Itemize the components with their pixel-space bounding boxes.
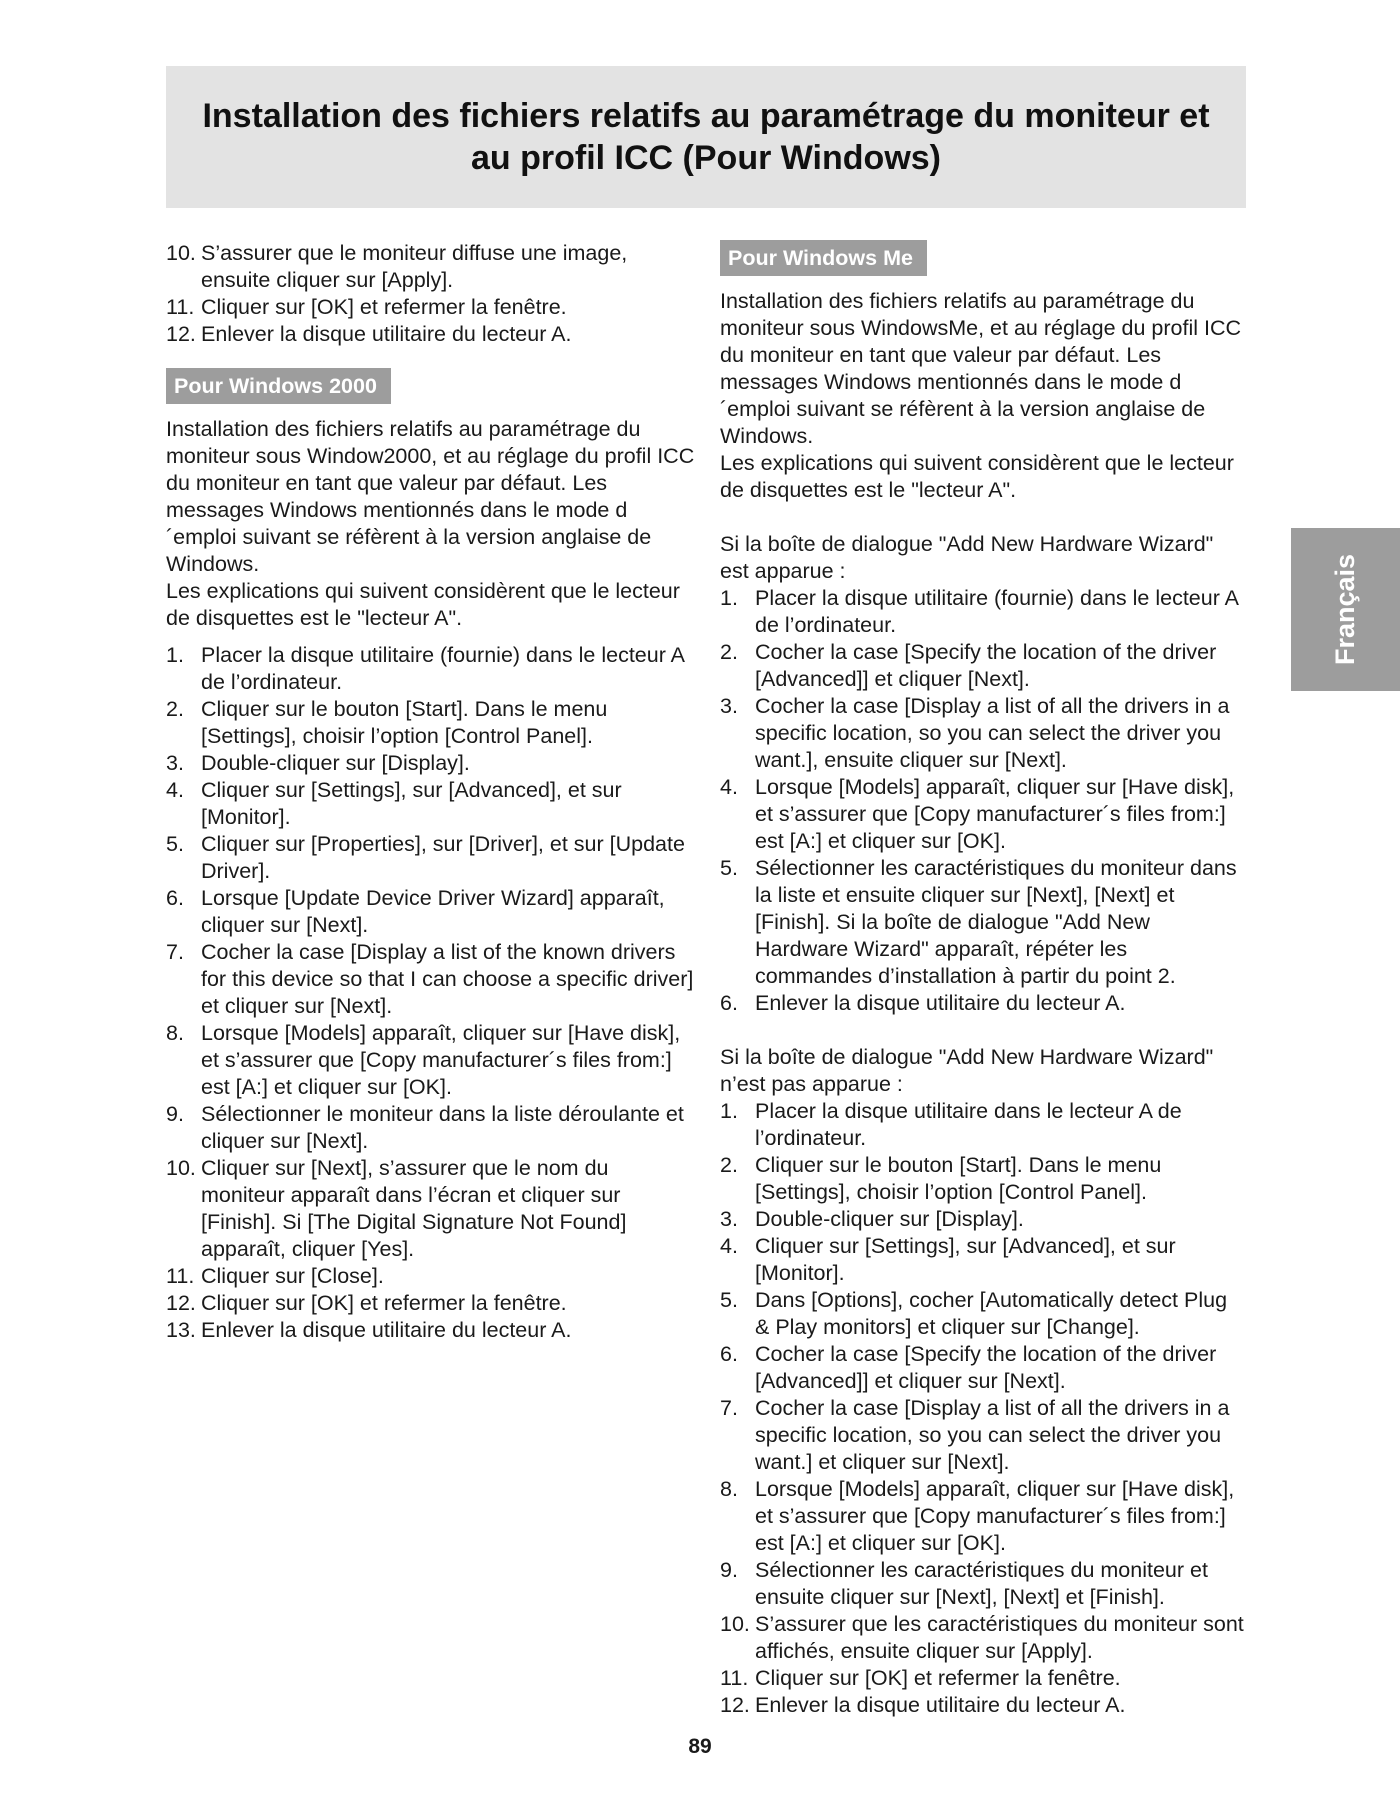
list-item xyxy=(720,1206,1246,1233)
list-item-number: 7. xyxy=(720,1396,738,1420)
list-item-number: 6. xyxy=(720,991,738,1015)
list-item xyxy=(166,1263,696,1290)
list-item-number: 1. xyxy=(166,643,184,667)
list-item xyxy=(166,642,696,696)
left-intro: Installation des fichiers relatifs au paramétrage du moniteur sous Window2000, et au réglage du profil ICC du moniteur en tant que valeur par défaut. Les messages Windows mentionnés dans le mode d´emploi suivant se réfèrent à la version anglaise de Windows. xyxy=(166,417,695,576)
list-item-text: S’assurer que le moniteur diffuse une image, ensuite cliquer sur [Apply]. xyxy=(201,241,628,292)
list-item xyxy=(166,1290,696,1317)
page-number: 89 xyxy=(688,1735,712,1758)
list-item-number: 6. xyxy=(720,1342,738,1366)
list-item xyxy=(720,1233,1246,1287)
list-item-text: Sélectionner les caractéristiques du moniteur dans la liste et ensuite cliquer sur [Next], [Next] et [Finish]. Si la boîte de dialogue "Add New Hardware Wizard" apparaît, répéter les commandes d’installation à partir du point 2. xyxy=(755,856,1237,988)
list-item-text: Enlever la disque utilitaire du lecteur A. xyxy=(201,1318,572,1342)
list-item-number: 11. xyxy=(166,295,195,319)
right-case1-text: Si la boîte de dialogue "Add New Hardware Wizard" est apparue : xyxy=(720,532,1214,583)
list-item-text: Enlever la disque utilitaire du lecteur A. xyxy=(201,322,572,346)
list-item xyxy=(720,1341,1246,1395)
list-item xyxy=(166,1317,696,1344)
list-item-text: Placer la disque utilitaire (fournie) dans le lecteur A de l’ordinateur. xyxy=(755,586,1238,637)
list-item-number: 4. xyxy=(166,778,184,802)
list-item-number: 10. xyxy=(720,1612,750,1636)
language-tab-label: Français xyxy=(1330,553,1360,666)
left-column xyxy=(166,240,696,1344)
list-item xyxy=(720,1611,1246,1665)
list-item-text: S’assurer que les caractéristiques du moniteur sont affichés, ensuite cliquer sur [Apply]. xyxy=(755,1612,1244,1663)
list-item-number: 1. xyxy=(720,586,738,610)
list-item-number: 9. xyxy=(166,1102,184,1126)
list-item-text: Lorsque [Models] apparaît, cliquer sur [Have disk], et s’assurer que [Copy manufacturer´s files from:] est [A:] et cliquer sur [OK]. xyxy=(755,775,1235,853)
list-item-number: 12. xyxy=(720,1693,750,1717)
list-item xyxy=(720,1098,1246,1152)
list-item-number: 12. xyxy=(166,322,196,346)
list-item xyxy=(720,1665,1246,1692)
list-item-number: 13. xyxy=(166,1318,196,1342)
list-item xyxy=(720,1152,1246,1206)
list-item xyxy=(166,1155,696,1263)
list-item-text: Placer la disque utilitaire (fournie) dans le lecteur A de l’ordinateur. xyxy=(201,643,684,694)
list-item xyxy=(166,240,696,294)
list-item-number: 3. xyxy=(166,751,184,775)
list-item-number: 8. xyxy=(720,1477,738,1501)
list-item xyxy=(166,885,696,939)
list-item-number: 7. xyxy=(166,940,184,964)
list-item-text: Cliquer sur [OK] et refermer la fenêtre. xyxy=(755,1666,1121,1690)
list-item-text: Double-cliquer sur [Display]. xyxy=(755,1207,1024,1231)
list-item-number: 2. xyxy=(166,697,184,721)
list-item-number: 3. xyxy=(720,694,738,718)
list-item xyxy=(166,696,696,750)
list-item-number: 3. xyxy=(720,1207,738,1231)
list-item-text: Lorsque [Models] apparaît, cliquer sur [Have disk], et s’assurer que [Copy manufacturer´s files from:] est [A:] et cliquer sur [OK]. xyxy=(755,1477,1235,1555)
list-item-number: 5. xyxy=(720,1288,738,1312)
list-item-text: Enlever la disque utilitaire du lecteur A. xyxy=(755,991,1126,1015)
list-item-text: Cocher la case [Display a list of the known drivers for this device so that I can choose a specific driver] et cliquer sur [Next]. xyxy=(201,940,694,1018)
right-steps2-list xyxy=(720,1098,1246,1719)
list-item-number: 12. xyxy=(166,1291,196,1315)
list-item-number: 5. xyxy=(166,832,184,856)
list-item xyxy=(720,855,1246,990)
list-item-number: 6. xyxy=(166,886,184,910)
language-tab xyxy=(1291,528,1400,691)
page-title: Installation des fichiers relatifs au paramétrage du moniteur et au profil ICC (Pour Windows) xyxy=(202,97,1210,177)
list-item-number: 10. xyxy=(166,241,196,265)
section-heading-windows-2000: Pour Windows 2000 xyxy=(166,368,391,404)
list-item-text: Cliquer sur le bouton [Start]. Dans le menu [Settings], choisir l’option [Control Panel]. xyxy=(201,697,608,748)
list-item xyxy=(166,294,696,321)
list-item xyxy=(720,1395,1246,1476)
list-item-text: Cliquer sur [Close]. xyxy=(201,1264,384,1288)
left-top-list xyxy=(166,240,696,348)
left-steps-list xyxy=(166,642,696,1344)
list-item xyxy=(720,1287,1246,1341)
list-item-number: 11. xyxy=(166,1264,195,1288)
list-item-text: Placer la disque utilitaire dans le lecteur A de l’ordinateur. xyxy=(755,1099,1182,1150)
list-item-text: Enlever la disque utilitaire du lecteur A. xyxy=(755,1693,1126,1717)
list-item xyxy=(720,1692,1246,1719)
list-item xyxy=(166,1101,696,1155)
section-heading-windows-me: Pour Windows Me xyxy=(720,240,927,276)
list-item-text: Sélectionner le moniteur dans la liste déroulante et cliquer sur [Next]. xyxy=(201,1102,684,1153)
list-item xyxy=(720,1476,1246,1557)
title-banner xyxy=(166,66,1246,208)
list-item-number: 9. xyxy=(720,1558,738,1582)
list-item-text: Cocher la case [Display a list of all the drivers in a specific location, so you can select the driver you want.], ensuite cliquer sur [Next]. xyxy=(755,694,1230,772)
list-item xyxy=(720,693,1246,774)
list-item-text: Cliquer sur [Next], s’assurer que le nom du moniteur apparaît dans l’écran et cliquer sur [Finish]. Si [The Digital Signature Not Found] apparaît, cliquer [Yes]. xyxy=(201,1156,627,1261)
list-item xyxy=(166,321,696,348)
list-item-number: 8. xyxy=(166,1021,184,1045)
list-item-text: Cocher la case [Specify the location of the driver [Advanced]] et cliquer sur [Next]. xyxy=(755,1342,1217,1393)
list-item-number: 4. xyxy=(720,1234,738,1258)
right-column xyxy=(720,240,1246,1719)
right-case2-text: Si la boîte de dialogue "Add New Hardware Wizard" n’est pas apparue : xyxy=(720,1045,1214,1096)
list-item-number: 1. xyxy=(720,1099,738,1123)
list-item-text: Cliquer sur [OK] et refermer la fenêtre. xyxy=(201,295,567,319)
list-item-text: Cocher la case [Display a list of all the drivers in a specific location, so you can select the driver you want.] et cliquer sur [Next]. xyxy=(755,1396,1230,1474)
list-item-number: 2. xyxy=(720,1153,738,1177)
list-item-text: Lorsque [Models] apparaît, cliquer sur [Have disk], et s’assurer que [Copy manufacturer´s files from:] est [A:] et cliquer sur [OK]. xyxy=(201,1021,681,1099)
list-item-text: Cliquer sur [Properties], sur [Driver], et sur [Update Driver]. xyxy=(201,832,685,883)
list-item xyxy=(166,777,696,831)
list-item-number: 10. xyxy=(166,1156,196,1180)
list-item-text: Cocher la case [Specify the location of the driver [Advanced]] et cliquer [Next]. xyxy=(755,640,1217,691)
left-intro-drive: Les explications qui suivent considèrent que le lecteur de disquettes est le "lecteur A". xyxy=(166,579,680,630)
list-item xyxy=(720,639,1246,693)
right-intro: Installation des fichiers relatifs au paramétrage du moniteur sous WindowsMe, et au réglage du profil ICC du moniteur en tant que valeur par défaut. Les messages Windows mentionnés dans le mode d´emploi suivant se réfèrent à la version anglaise de Windows. xyxy=(720,289,1242,448)
list-item-number: 4. xyxy=(720,775,738,799)
list-item-number: 11. xyxy=(720,1666,749,1690)
list-item-number: 5. xyxy=(720,856,738,880)
list-item xyxy=(720,1557,1246,1611)
list-item-text: Cliquer sur [OK] et refermer la fenêtre. xyxy=(201,1291,567,1315)
list-item-text: Sélectionner les caractéristiques du moniteur et ensuite cliquer sur [Next], [Next] et [Finish]. xyxy=(755,1558,1208,1609)
list-item-number: 2. xyxy=(720,640,738,664)
list-item xyxy=(720,990,1246,1017)
list-item-text: Cliquer sur [Settings], sur [Advanced], et sur [Monitor]. xyxy=(755,1234,1176,1285)
right-steps1-list xyxy=(720,585,1246,1017)
list-item-text: Cliquer sur le bouton [Start]. Dans le menu [Settings], choisir l’option [Control Panel]. xyxy=(755,1153,1162,1204)
list-item xyxy=(166,750,696,777)
list-item xyxy=(720,774,1246,855)
right-intro-drive: Les explications qui suivent considèrent que le lecteur de disquettes est le "lecteur A". xyxy=(720,451,1234,502)
list-item-text: Lorsque [Update Device Driver Wizard] apparaît, cliquer sur [Next]. xyxy=(201,886,665,937)
list-item xyxy=(166,939,696,1020)
list-item-text: Double-cliquer sur [Display]. xyxy=(201,751,470,775)
list-item xyxy=(166,1020,696,1101)
list-item-text: Dans [Options], cocher [Automatically detect Plug & Play monitors] et cliquer sur [Change]. xyxy=(755,1288,1228,1339)
list-item xyxy=(720,585,1246,639)
list-item xyxy=(166,831,696,885)
list-item-text: Cliquer sur [Settings], sur [Advanced], et sur [Monitor]. xyxy=(201,778,622,829)
